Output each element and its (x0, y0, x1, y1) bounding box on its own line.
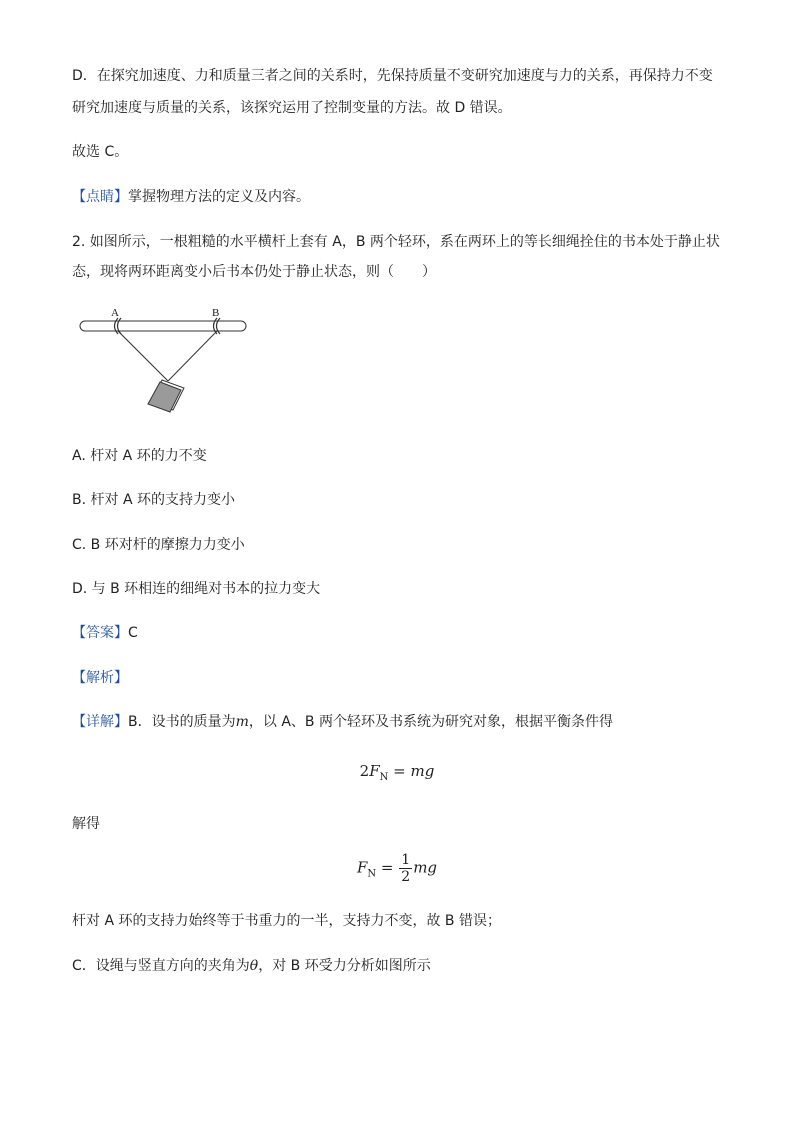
eq1-force: F (369, 762, 380, 780)
c-text-2: ，对 B 环受力分析如图所示 (258, 958, 431, 974)
dianjing-label: 【点睛】 (72, 189, 128, 205)
answer-value: C (128, 625, 138, 641)
ring-a-label: A (111, 307, 119, 319)
eq1-rhs: = mg (388, 762, 435, 780)
equation-1 (0, 760, 794, 789)
d-option-line-2: 研究加速度与质量的关系，该探究运用了控制变量的方法。故 D 错误。 (72, 100, 512, 116)
jiede-line: 解得 (72, 816, 100, 832)
c-text-1: C．设绳与竖直方向的夹角为 (72, 958, 250, 974)
answer-label: 【答案】 (72, 625, 128, 641)
eq2-numerator: 1 (401, 852, 411, 868)
jiexi-label: 【解析】 (72, 670, 128, 686)
rod-rings-book-figure (76, 304, 256, 422)
question-2-line-2: 态，现将两环距离变小后书本仍处于静止状态，则（ ） (72, 264, 436, 280)
eq2-fraction (399, 852, 412, 885)
xiangjie-label: 【详解】 (72, 714, 128, 730)
question-2-line-1: 2. 如图所示，一根粗糙的水平横杆上套有 A，B 两个轻环，系在两环上的等长细绳拴住的书本处于静止状 (72, 234, 720, 250)
answer-line (72, 623, 138, 643)
horizontal-rod (80, 321, 246, 331)
xiangjie-text-2: ，以 A、B 两个轻环及书系统为研究对象，根据平衡条件得 (248, 714, 613, 730)
choose-answer: 故选 C。 (72, 144, 129, 160)
eq2-subscript: N (367, 868, 377, 880)
jiexi-line (72, 668, 128, 688)
ring-b-label: B (212, 307, 220, 319)
option-a: A. 杆对 A 环的力不变 (72, 448, 207, 464)
eq1-subscript: N (379, 772, 389, 783)
eq2-denominator: 2 (401, 869, 411, 885)
option-d: D. 与 B 环相连的细绳对书本的拉力变大 (72, 581, 321, 597)
rope-b (168, 331, 217, 381)
option-b: B. 杆对 A 环的支持力变小 (72, 492, 235, 508)
equation-2 (0, 852, 794, 885)
conclusion-b: 杆对 A 环的支持力始终等于书重力的一半，支持力不变，故 B 错误； (72, 913, 501, 929)
eq2-force: F (356, 858, 368, 877)
dianjing-line (72, 187, 310, 207)
mass-variable: m (235, 714, 249, 730)
eq2-rhs: mg (413, 858, 438, 877)
xiangjie-line (72, 712, 613, 732)
theta-symbol: θ (249, 958, 259, 974)
eq2-equals: = (376, 858, 399, 877)
xiangjie-text-1: B．设书的质量为 (128, 714, 236, 730)
d-option-line-1: D．在探究加速度、力和质量三者之间的关系时，先保持质量不变研究加速度与力的关系，再保持力不变 (72, 68, 713, 84)
option-c: C. B 环对杆的摩擦力力变小 (72, 537, 245, 553)
c-analysis-line (72, 956, 431, 976)
dianjing-text: 掌握物理方法的定义及内容。 (128, 189, 310, 205)
eq1-coefficient: 2 (359, 762, 370, 780)
rope-a (118, 331, 168, 381)
